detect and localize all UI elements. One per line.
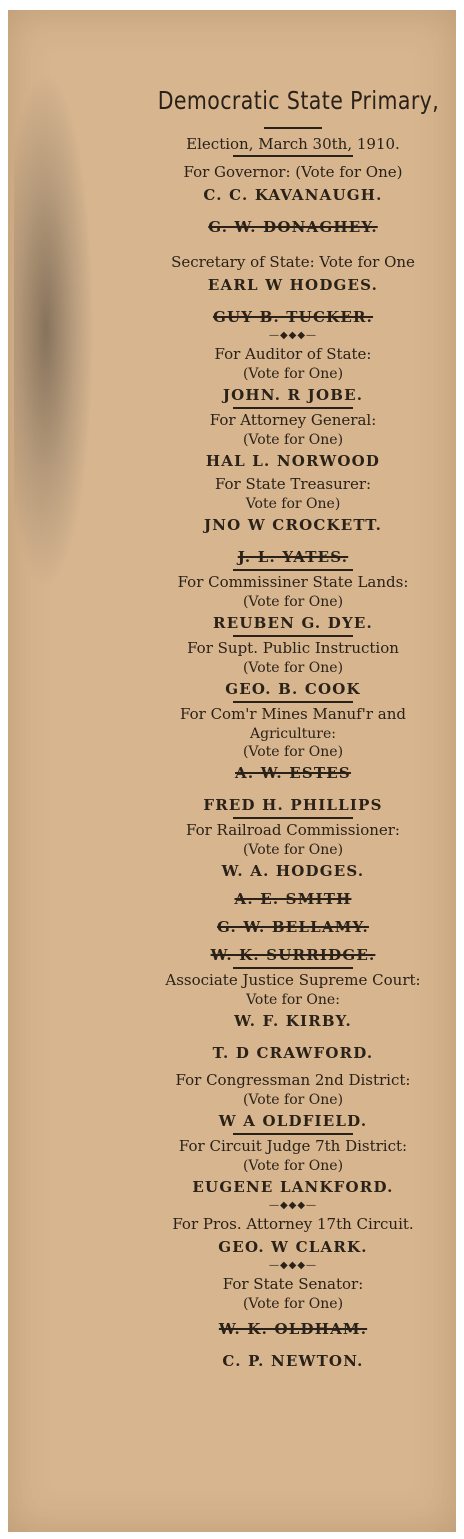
candidate: FRED H. PHILLIPS bbox=[203, 796, 383, 814]
ballot-paper bbox=[8, 10, 456, 1532]
vote-instruction: (Vote for One) bbox=[242, 744, 344, 760]
race-heading: For Congressman 2nd District: bbox=[175, 1071, 411, 1089]
race-heading: Associate Justice Supreme Court: bbox=[165, 971, 421, 989]
candidate: C. P. NEWTON. bbox=[222, 1352, 364, 1370]
candidate: W A OLDFIELD. bbox=[218, 1112, 368, 1130]
candidate: C. C. KAVANAUGH. bbox=[203, 186, 383, 204]
vote-instruction: (Vote for One) bbox=[242, 1158, 344, 1174]
ballot-content bbox=[128, 86, 458, 1373]
candidate: GEO. W CLARK. bbox=[218, 1238, 368, 1256]
race-heading: For Commissiner State Lands: bbox=[177, 573, 409, 591]
vote-instruction: (Vote for One) bbox=[242, 1092, 344, 1108]
vote-instruction: (Vote for One) bbox=[242, 366, 344, 382]
ink-smudge bbox=[14, 70, 94, 590]
candidate-struck: W. K. SURRIDGE. bbox=[210, 946, 376, 964]
candidate-struck: W. K. OLDHAM. bbox=[218, 1320, 368, 1338]
candidate-struck: G. W. BELLAMY. bbox=[217, 918, 369, 936]
race-heading: For Pros. Attorney 17th Circuit. bbox=[172, 1215, 414, 1233]
race-heading: Secretary of State: Vote for One bbox=[171, 253, 415, 271]
candidate-struck: A. E. SMITH bbox=[234, 890, 352, 908]
candidate: W. F. KIRBY. bbox=[234, 1012, 352, 1030]
vote-instruction: (Vote for One) bbox=[242, 660, 344, 676]
vote-instruction: (Vote for One) bbox=[242, 594, 344, 610]
race-heading-cont: Agriculture: bbox=[250, 726, 336, 742]
candidate: JOHN. R JOBE. bbox=[222, 386, 364, 404]
vote-instruction: Vote for One) bbox=[245, 496, 341, 512]
race-heading: For Railroad Commissioner: bbox=[186, 821, 400, 839]
vote-instruction: (Vote for One) bbox=[242, 432, 344, 448]
election-date: Election, March 30th, 1910. bbox=[186, 135, 400, 153]
candidate-struck: J. L. YATES. bbox=[237, 548, 349, 566]
ornament-divider: —◆◆◆— bbox=[268, 1260, 318, 1271]
candidate: W. A. HODGES. bbox=[221, 862, 365, 880]
candidate-struck: A. W. ESTES bbox=[235, 764, 351, 782]
candidate: GEO. B. COOK bbox=[225, 680, 361, 698]
race-heading: For Circuit Judge 7th District: bbox=[178, 1137, 408, 1155]
candidate: JNO W CROCKETT. bbox=[203, 516, 383, 534]
candidate-struck: G. W. DONAGHEY. bbox=[208, 218, 378, 236]
ballot-title: Democratic State Primary, bbox=[157, 86, 440, 115]
vote-instruction: Vote for One: bbox=[246, 992, 340, 1008]
race-heading: For Governor: (Vote for One) bbox=[183, 163, 403, 181]
candidate: EUGENE LANKFORD. bbox=[192, 1178, 394, 1196]
candidate: REUBEN G. DYE. bbox=[213, 614, 373, 632]
vote-instruction: (Vote for One) bbox=[242, 842, 344, 858]
vote-instruction: (Vote for One) bbox=[242, 1296, 344, 1312]
candidate: HAL L. NORWOOD bbox=[205, 452, 381, 470]
race-heading: For State Senator: bbox=[222, 1275, 364, 1293]
candidate: EARL W HODGES. bbox=[207, 276, 379, 294]
race-heading: For Com'r Mines Manuf'r and bbox=[180, 705, 406, 723]
race-heading: For State Treasurer: bbox=[214, 475, 372, 493]
candidate-struck: GUY B. TUCKER. bbox=[212, 308, 374, 326]
ornament-divider: —◆◆◆— bbox=[268, 1200, 318, 1211]
race-heading: For Auditor of State: bbox=[214, 345, 372, 363]
candidate: T. D CRAWFORD. bbox=[212, 1044, 374, 1062]
ornament-divider: —◆◆◆— bbox=[268, 330, 318, 341]
race-heading: For Attorney General: bbox=[209, 411, 377, 429]
race-heading: For Supt. Public Instruction bbox=[187, 639, 399, 657]
